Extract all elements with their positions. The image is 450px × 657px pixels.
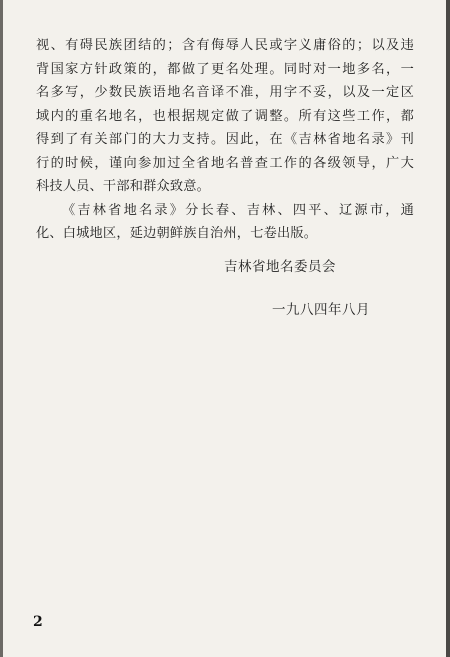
page-edge-left: [0, 0, 3, 657]
page-number: 2: [33, 614, 43, 630]
body-text: [36, 34, 414, 246]
body-line: 视、有碍民族团结的；含有侮辱人民或字义庸俗的；以及违: [36, 38, 414, 53]
body-line: 名多写，少数民族语地名音译不准，用字不妥，以及一定区: [36, 85, 414, 100]
body-line: 背国家方针政策的，都做了更名处理。同时对一地多名，一: [36, 61, 414, 77]
signature: 吉林省地名委员会: [224, 259, 336, 275]
body-line: 《吉林省地名录》分长春、吉林、四平、辽源市，通: [62, 202, 414, 218]
body-line: 科技人员、干部和群众致意。: [36, 179, 211, 194]
body-line: 行的时候，谨向参加过全省地名普查工作的各级领导，广大: [36, 155, 414, 171]
page-edge-right: [446, 0, 450, 657]
body-line: 得到了有关部门的大力支持。因此，在《吉林省地名录》刊: [36, 132, 414, 147]
body-line: 域内的重名地名，也根据规定做了调整。所有这些工作，都: [36, 108, 414, 124]
date: 一九八四年八月: [272, 302, 370, 318]
body-line: 化、白城地区，延边朝鲜族自治州，七卷出版。: [36, 226, 318, 241]
